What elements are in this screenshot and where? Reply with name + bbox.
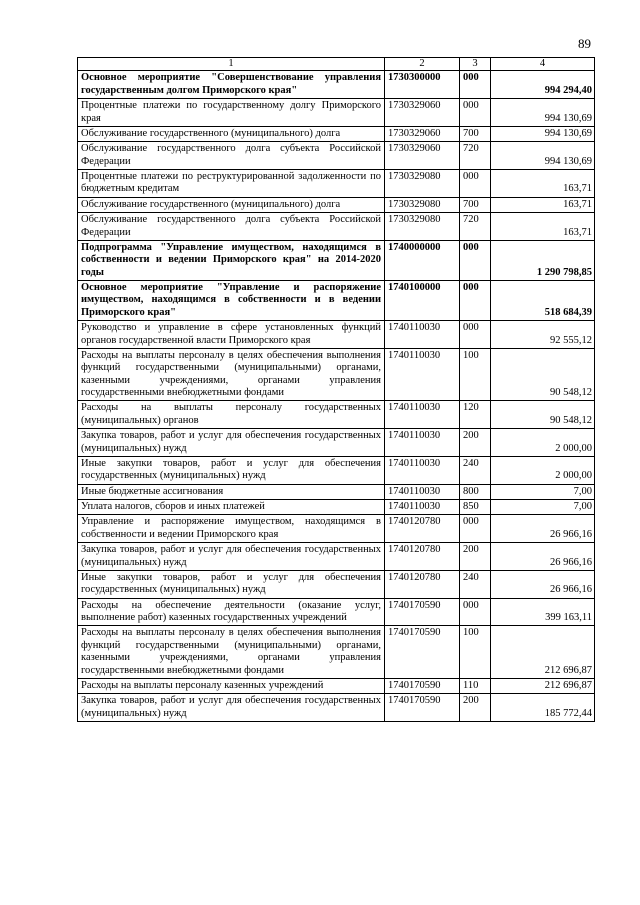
- column-header-1: 1: [78, 58, 385, 71]
- table-row: [78, 570, 595, 598]
- row-code-cell: 1730300000: [385, 71, 460, 99]
- row-code-cell: 1740110030: [385, 348, 460, 401]
- row-name-cell: Обслуживание государственного (муниципального) долга: [78, 197, 385, 212]
- row-code-cell: 1740100000: [385, 281, 460, 321]
- table-row: [78, 142, 595, 170]
- row-name-cell: Расходы на выплаты персоналу в целях обеспечения выполнения функций государственными (муниципальными) органами, казенными учреждениями, органами управления государственными внебюджетными фондами: [78, 348, 385, 401]
- table-row: [78, 626, 595, 679]
- row-code-cell: 1740110030: [385, 500, 460, 515]
- row-name-cell: Расходы на выплаты персоналу казенных учреждений: [78, 678, 385, 693]
- row-name-cell: Иные закупки товаров, работ и услуг для обеспечения государственных (муниципальных) нужд: [78, 456, 385, 484]
- row-amount-cell: 163,71: [491, 197, 595, 212]
- table-row: [78, 678, 595, 693]
- row-code-cell: 1730329080: [385, 197, 460, 212]
- row-type-cell: 000: [460, 71, 491, 99]
- row-type-cell: 000: [460, 515, 491, 543]
- table-row: [78, 126, 595, 141]
- table-row: [78, 281, 595, 321]
- table-row: [78, 694, 595, 722]
- row-amount-cell: 994 130,69: [491, 126, 595, 141]
- row-amount-cell: 163,71: [491, 213, 595, 241]
- row-amount-cell: 92 555,12: [491, 321, 595, 349]
- row-code-cell: 1740120780: [385, 543, 460, 571]
- row-type-cell: 000: [460, 281, 491, 321]
- table-row: [78, 213, 595, 241]
- row-amount-cell: 994 130,69: [491, 142, 595, 170]
- row-amount-cell: 1 290 798,85: [491, 240, 595, 280]
- row-amount-cell: 26 966,16: [491, 570, 595, 598]
- row-name-cell: Закупка товаров, работ и услуг для обеспечения государственных (муниципальных) нужд: [78, 429, 385, 457]
- table-row: [78, 170, 595, 198]
- row-name-cell: Обслуживание государственного долга субъекта Российской Федерации: [78, 142, 385, 170]
- row-type-cell: 200: [460, 543, 491, 571]
- column-header-3: 3: [460, 58, 491, 71]
- row-code-cell: 1740170590: [385, 694, 460, 722]
- row-code-cell: 1740110030: [385, 321, 460, 349]
- row-amount-cell: 212 696,87: [491, 626, 595, 679]
- row-name-cell: Процентные платежи по реструктурированной задолженности по бюджетным кредитам: [78, 170, 385, 198]
- row-code-cell: 1730329060: [385, 126, 460, 141]
- row-name-cell: Основное мероприятие "Управление и распоряжение имуществом, находящимся в собственности и в ведении Приморского края": [78, 281, 385, 321]
- row-name-cell: Основное мероприятие "Совершенствование управления государственным долгом Приморского края": [78, 71, 385, 99]
- row-amount-cell: 90 548,12: [491, 348, 595, 401]
- row-type-cell: 700: [460, 197, 491, 212]
- row-type-cell: 100: [460, 626, 491, 679]
- table-row: [78, 401, 595, 429]
- row-code-cell: 1740120780: [385, 570, 460, 598]
- row-name-cell: Уплата налогов, сборов и иных платежей: [78, 500, 385, 515]
- row-amount-cell: 90 548,12: [491, 401, 595, 429]
- row-amount-cell: 26 966,16: [491, 515, 595, 543]
- row-type-cell: 000: [460, 99, 491, 127]
- row-name-cell: Подпрограмма "Управление имуществом, находящимся в собственности и ведении Приморского края" на 2014-2020 годы: [78, 240, 385, 280]
- row-code-cell: 1730329060: [385, 99, 460, 127]
- row-code-cell: 1730329080: [385, 213, 460, 241]
- row-code-cell: 1740110030: [385, 429, 460, 457]
- row-amount-cell: 163,71: [491, 170, 595, 198]
- row-type-cell: 000: [460, 240, 491, 280]
- table-row: [78, 515, 595, 543]
- row-name-cell: Обслуживание государственного (муниципального) долга: [78, 126, 385, 141]
- row-name-cell: Процентные платежи по государственному долгу Приморского края: [78, 99, 385, 127]
- row-type-cell: 110: [460, 678, 491, 693]
- row-amount-cell: 399 163,11: [491, 598, 595, 626]
- row-amount-cell: 994 130,69: [491, 99, 595, 127]
- row-name-cell: Расходы на выплаты персоналу в целях обеспечения выполнения функций государственными (муниципальными) органами, казенными учреждениями, органами управления государственными внебюджетными фондами: [78, 626, 385, 679]
- row-type-cell: 120: [460, 401, 491, 429]
- row-type-cell: 720: [460, 213, 491, 241]
- table-row: [78, 321, 595, 349]
- row-amount-cell: 2 000,00: [491, 429, 595, 457]
- row-type-cell: 100: [460, 348, 491, 401]
- row-amount-cell: 2 000,00: [491, 456, 595, 484]
- row-name-cell: Иные бюджетные ассигнования: [78, 484, 385, 499]
- row-type-cell: 200: [460, 694, 491, 722]
- table-row: [78, 543, 595, 571]
- row-code-cell: 1740110030: [385, 484, 460, 499]
- table-row: [78, 99, 595, 127]
- row-type-cell: 000: [460, 170, 491, 198]
- row-name-cell: Расходы на обеспечение деятельности (оказание услуг, выполнение работ) казенных государственных учреждений: [78, 598, 385, 626]
- table-row: [78, 348, 595, 401]
- row-type-cell: 240: [460, 456, 491, 484]
- table-row: [78, 71, 595, 99]
- row-type-cell: 240: [460, 570, 491, 598]
- row-name-cell: Обслуживание государственного долга субъекта Российской Федерации: [78, 213, 385, 241]
- row-type-cell: 800: [460, 484, 491, 499]
- row-code-cell: 1740170590: [385, 626, 460, 679]
- row-amount-cell: 185 772,44: [491, 694, 595, 722]
- row-name-cell: Руководство и управление в сфере установленных функций органов государственной власти Приморского края: [78, 321, 385, 349]
- row-name-cell: Закупка товаров, работ и услуг для обеспечения государственных (муниципальных) нужд: [78, 694, 385, 722]
- row-amount-cell: 518 684,39: [491, 281, 595, 321]
- row-name-cell: Управление и распоряжение имуществом, находящимся в собственности и ведении Приморского края: [78, 515, 385, 543]
- table-row: [78, 240, 595, 280]
- row-name-cell: Иные закупки товаров, работ и услуг для обеспечения государственных (муниципальных) нужд: [78, 570, 385, 598]
- table-body: [78, 71, 595, 722]
- row-code-cell: 1740170590: [385, 598, 460, 626]
- row-type-cell: 000: [460, 598, 491, 626]
- row-code-cell: 1740120780: [385, 515, 460, 543]
- table-row: [78, 598, 595, 626]
- table-row: [78, 500, 595, 515]
- table-row: [78, 197, 595, 212]
- row-amount-cell: 212 696,87: [491, 678, 595, 693]
- row-amount-cell: 7,00: [491, 484, 595, 499]
- row-amount-cell: 7,00: [491, 500, 595, 515]
- row-code-cell: 1740000000: [385, 240, 460, 280]
- table-row: [78, 429, 595, 457]
- row-type-cell: 850: [460, 500, 491, 515]
- row-type-cell: 720: [460, 142, 491, 170]
- row-amount-cell: 994 294,40: [491, 71, 595, 99]
- row-code-cell: 1730329060: [385, 142, 460, 170]
- row-code-cell: 1740170590: [385, 678, 460, 693]
- page-number: 89: [578, 36, 591, 51]
- row-type-cell: 700: [460, 126, 491, 141]
- row-code-cell: 1740110030: [385, 401, 460, 429]
- budget-table: [77, 57, 595, 722]
- row-type-cell: 200: [460, 429, 491, 457]
- row-code-cell: 1740110030: [385, 456, 460, 484]
- column-header-2: 2: [385, 58, 460, 71]
- column-header-4: 4: [491, 58, 595, 71]
- row-amount-cell: 26 966,16: [491, 543, 595, 571]
- row-name-cell: Закупка товаров, работ и услуг для обеспечения государственных (муниципальных) нужд: [78, 543, 385, 571]
- row-name-cell: Расходы на выплаты персоналу государственных (муниципальных) органов: [78, 401, 385, 429]
- table-row: [78, 456, 595, 484]
- row-type-cell: 000: [460, 321, 491, 349]
- table-row: [78, 484, 595, 499]
- row-code-cell: 1730329080: [385, 170, 460, 198]
- table-header-row: [78, 58, 595, 71]
